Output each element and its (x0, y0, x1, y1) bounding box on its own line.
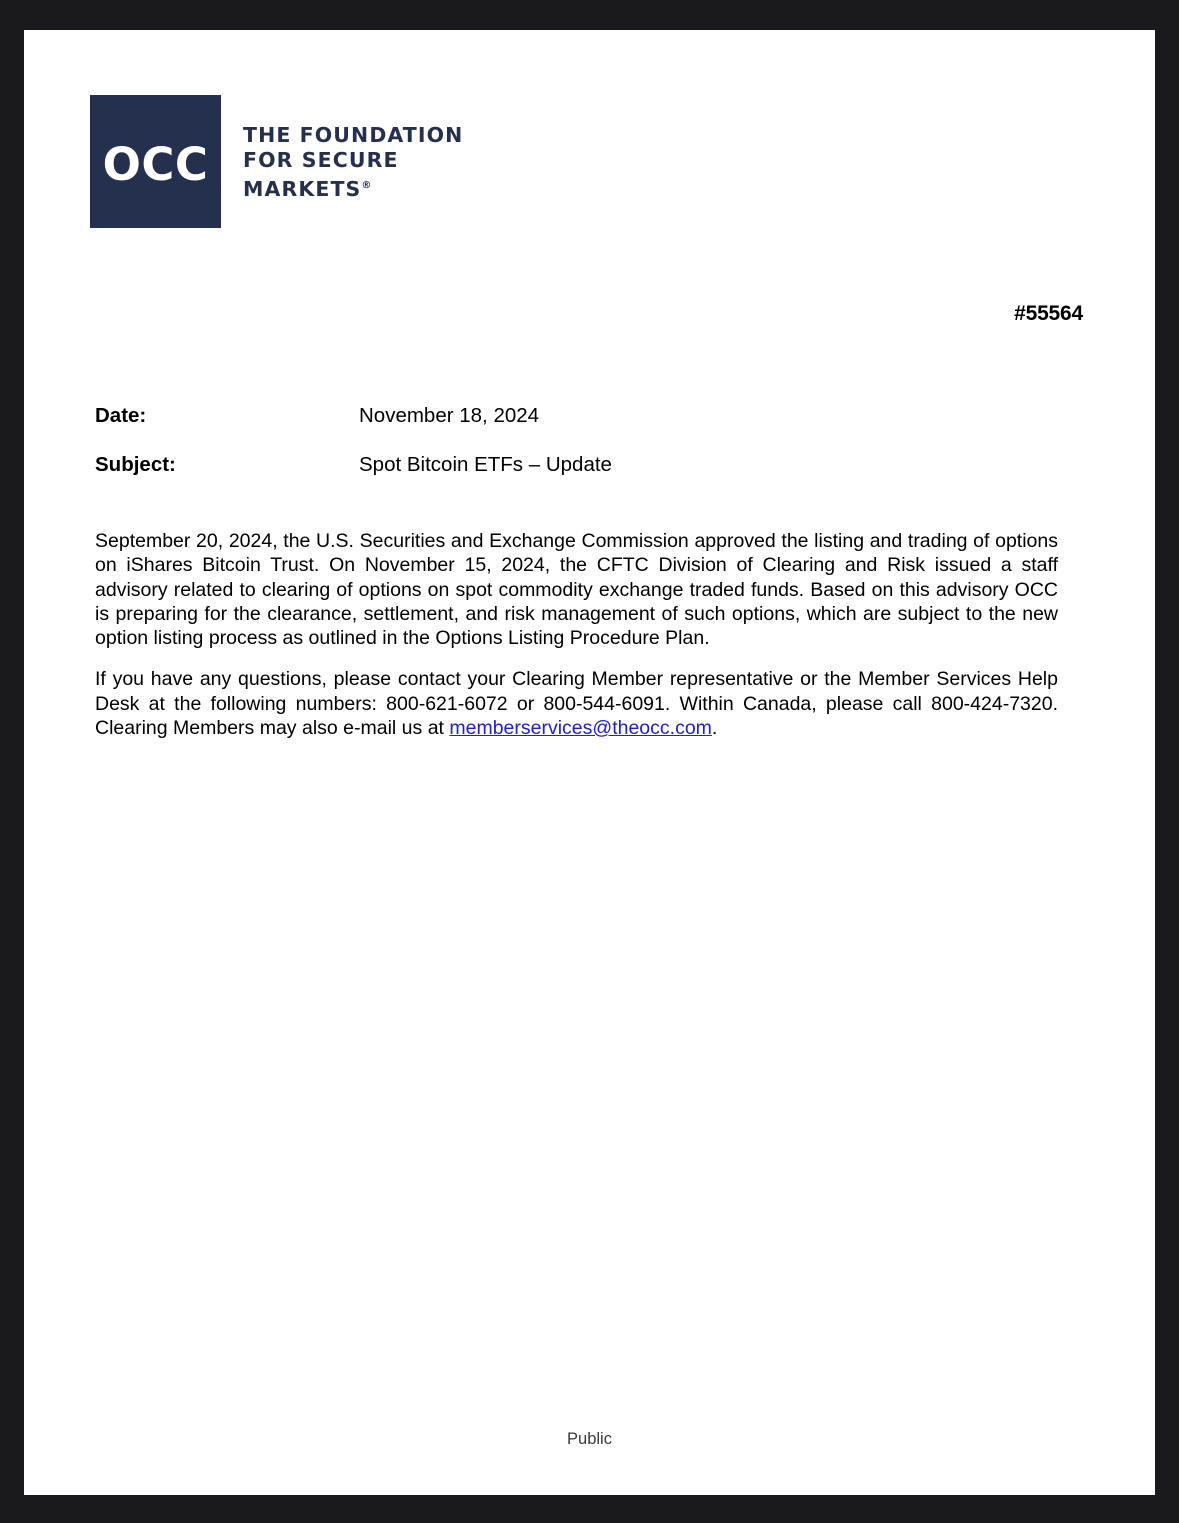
paragraph-2-text-after-link: . (711, 717, 718, 740)
tagline-line-2: FOR SECURE (243, 148, 399, 172)
subject-value: Spot Bitcoin ETFs – Update (359, 453, 612, 476)
letterhead (90, 95, 463, 228)
memo-header-fields (95, 404, 995, 502)
paragraph-2-text-before-link: If you have any questions, please contact your Clearing Member representative or the Member Services Help Desk at the following numbers: 800-621-6072 or 800-544-6091. Within Canada, please call 800-424-7320. Clearing Members may also e-mail us at (95, 668, 1058, 740)
footer-classification: Public (567, 1430, 612, 1448)
subject-row (95, 453, 995, 477)
document-page (24, 30, 1155, 1495)
date-label: Date: (95, 404, 147, 427)
tagline-line-3-text: MARKETS (243, 176, 362, 201)
body-paragraph-2 (95, 667, 1058, 740)
registered-trademark-icon: ® (361, 180, 372, 191)
date-row (95, 404, 995, 428)
subject-label: Subject: (95, 453, 176, 476)
tagline-line-3 (243, 173, 463, 202)
occ-logo-text: OCC (102, 138, 209, 191)
body-paragraph-1: September 20, 2024, the U.S. Securities and Exchange Commission approved the listing and trading of options on iShares Bitcoin Trust. On November 15, 2024, the CFTC Division of Clearing and Risk issued a staff advisory related to clearing of options on spot commodity exchange traded funds. Based on this advisory OCC is preparing for the clearance, settlement, and risk management of such options, which are subject to the new option listing process as outlined in the Options Listing Procedure Plan. (95, 530, 1058, 650)
date-value: November 18, 2024 (359, 404, 540, 427)
member-services-email-link[interactable]: memberservices@theocc.com (449, 717, 712, 740)
tagline-line-1: THE FOUNDATION (243, 123, 464, 147)
memo-body (95, 529, 1058, 740)
occ-logo-icon (90, 95, 221, 228)
brand-tagline (243, 123, 463, 202)
memo-number: #55564 (1014, 302, 1083, 325)
